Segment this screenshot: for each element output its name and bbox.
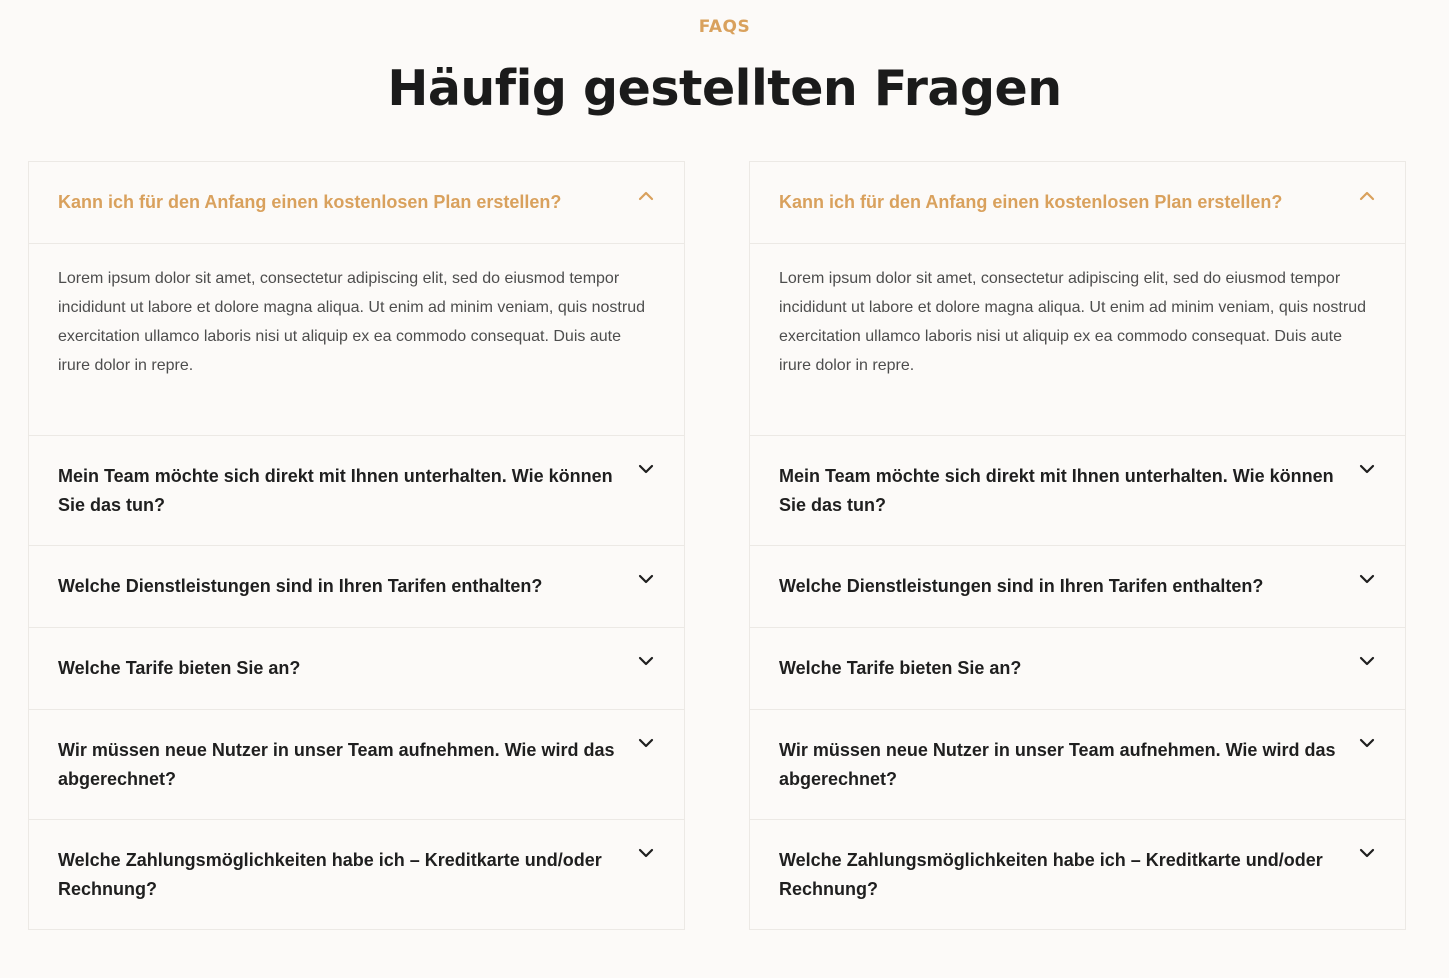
faq-question: Wir müssen neue Nutzer in unser Team aufnehmen. Wie wird das abgerechnet? [58, 739, 615, 789]
faq-item [750, 436, 1405, 546]
chevron-down-icon[interactable] [1359, 845, 1375, 861]
faq-item [29, 628, 684, 710]
faq-question: Mein Team möchte sich direkt mit Ihnen unterhalten. Wie können Sie das tun? [779, 465, 1334, 515]
faq-question: Welche Zahlungsmöglichkeiten habe ich – Kreditkarte und/oder Rechnung? [779, 849, 1323, 899]
faq-question: Mein Team möchte sich direkt mit Ihnen unterhalten. Wie können Sie das tun? [58, 465, 613, 515]
faq-item [750, 820, 1405, 929]
faq-item [750, 546, 1405, 628]
faq-question-toggle[interactable] [29, 162, 684, 244]
faq-item [750, 628, 1405, 710]
faq-item-open [750, 162, 1405, 436]
chevron-up-icon[interactable] [1359, 188, 1375, 204]
faq-question-toggle[interactable] [750, 820, 1405, 929]
faq-answer: Lorem ipsum dolor sit amet, consectetur adipiscing elit, sed do eiusmod tempor incididunt ut labore et dolore magna aliqua. Ut enim ad minim veniam, quis nostrud exercitation ullamco laboris nisi ut aliquip ex ea commodo consequat. Duis aute irure dolor in repre. [779, 270, 1366, 374]
chevron-down-icon[interactable] [638, 461, 654, 477]
faq-question: Kann ich für den Anfang einen kostenlosen Plan erstellen? [779, 192, 1283, 212]
chevron-up-icon[interactable] [638, 188, 654, 204]
chevron-down-icon[interactable] [1359, 461, 1375, 477]
faq-item [29, 436, 684, 546]
faq-question-toggle[interactable] [29, 436, 684, 545]
faq-question-toggle[interactable] [750, 628, 1405, 709]
faq-question: Welche Dienstleistungen sind in Ihren Tarifen enthalten? [58, 576, 543, 596]
faq-item [29, 820, 684, 929]
faq-item [29, 710, 684, 820]
chevron-down-icon[interactable] [638, 571, 654, 587]
faq-item [29, 546, 684, 628]
faq-accordion-right [749, 161, 1406, 930]
chevron-down-icon[interactable] [1359, 735, 1375, 751]
faq-question-toggle[interactable] [750, 162, 1405, 244]
chevron-down-icon[interactable] [638, 653, 654, 669]
faq-accordion-left [28, 161, 685, 930]
faq-question-toggle[interactable] [29, 628, 684, 709]
chevron-down-icon[interactable] [1359, 571, 1375, 587]
chevron-down-icon[interactable] [638, 845, 654, 861]
faq-question: Welche Dienstleistungen sind in Ihren Tarifen enthalten? [779, 576, 1264, 596]
faq-question-toggle[interactable] [29, 710, 684, 819]
chevron-down-icon[interactable] [1359, 653, 1375, 669]
faq-question-toggle[interactable] [29, 546, 684, 627]
faq-eyebrow: FAQS [698, 17, 751, 37]
faq-question: Kann ich für den Anfang einen kostenlosen Plan erstellen? [58, 192, 562, 212]
faq-item-open [29, 162, 684, 436]
faq-question: Welche Tarife bieten Sie an? [779, 658, 1022, 678]
faq-question-toggle[interactable] [29, 820, 684, 929]
faq-question: Welche Tarife bieten Sie an? [58, 658, 301, 678]
faq-question-toggle[interactable] [750, 710, 1405, 819]
faq-question-toggle[interactable] [750, 546, 1405, 627]
chevron-down-icon[interactable] [638, 735, 654, 751]
faq-item [750, 710, 1405, 820]
page-title: Häufig gestellten Fragen [387, 60, 1062, 117]
faq-question-toggle[interactable] [750, 436, 1405, 545]
faq-answer: Lorem ipsum dolor sit amet, consectetur adipiscing elit, sed do eiusmod tempor incididunt ut labore et dolore magna aliqua. Ut enim ad minim veniam, quis nostrud exercitation ullamco laboris nisi ut aliquip ex ea commodo consequat. Duis aute irure dolor in repre. [58, 270, 645, 374]
faq-question: Welche Zahlungsmöglichkeiten habe ich – Kreditkarte und/oder Rechnung? [58, 849, 602, 899]
faq-question: Wir müssen neue Nutzer in unser Team aufnehmen. Wie wird das abgerechnet? [779, 739, 1336, 789]
